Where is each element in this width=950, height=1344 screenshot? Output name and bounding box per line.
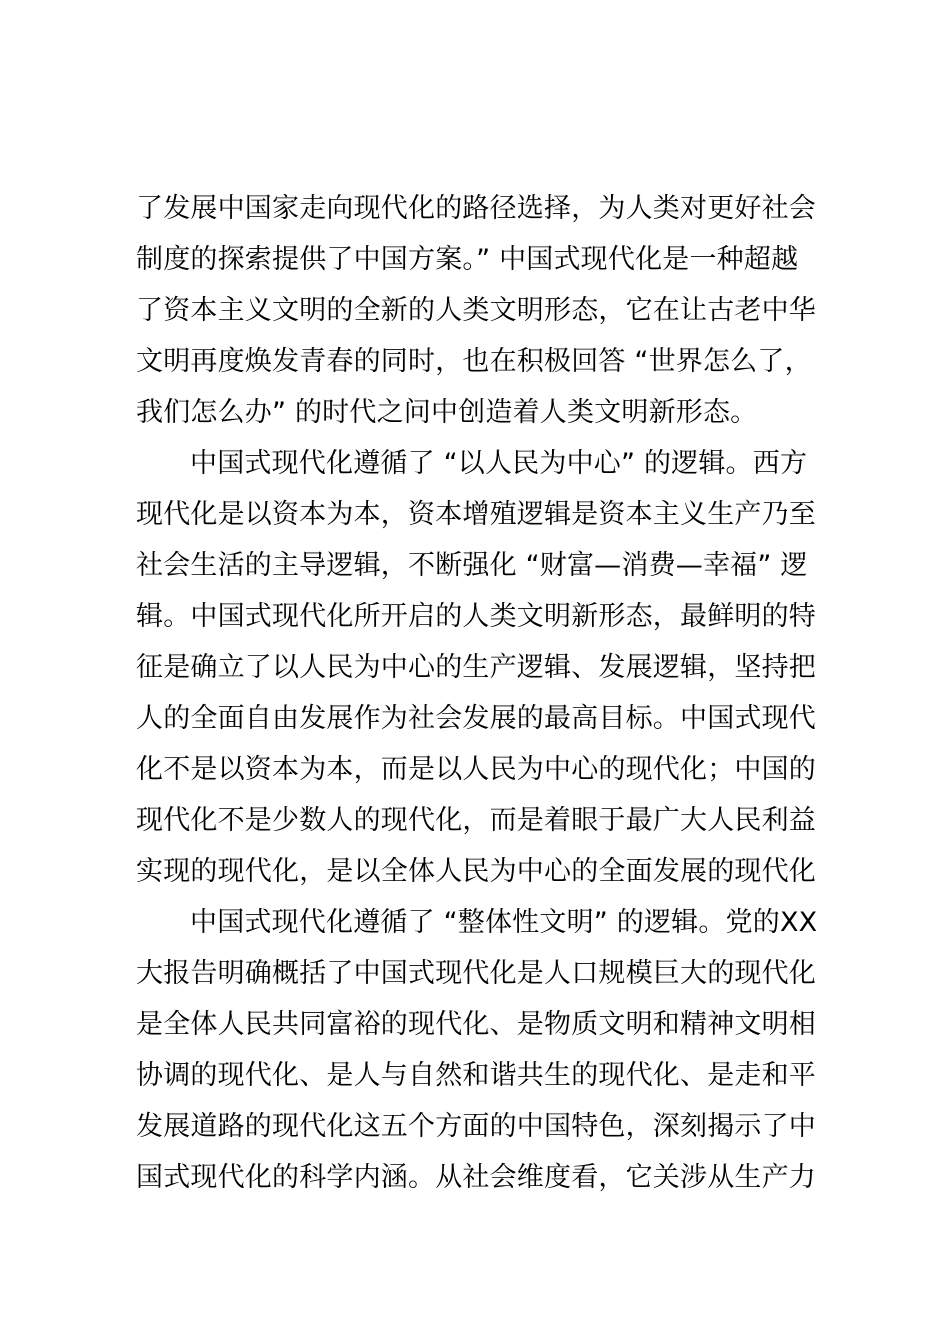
text-line: 是全体人民共同富裕的现代化、是物质文明和精神文明相: [136, 1009, 816, 1040]
text-line: 大报告明确概括了中国式现代化是人口规模巨大的现代化: [136, 958, 816, 989]
paragraph-1: [136, 183, 836, 438]
text-line: 国式现代化的科学内涵。从社会维度看，它关涉从生产力: [136, 1162, 816, 1193]
text-line: 了发展中国家走向现代化的路径选择，为人类对更好社会: [136, 193, 816, 224]
text-line: 中国式现代化遵循了 “以人民为中心” 的逻辑。西方: [190, 448, 808, 479]
paragraph-3: [136, 897, 836, 1203]
text-line: 辑。中国式现代化所开启的人类文明新形态，最鲜明的特: [136, 601, 816, 632]
text-line: 社会生活的主导逻辑，不断强化 “财富—消费—幸福” 逻: [136, 550, 808, 581]
paragraph-2: [136, 438, 836, 897]
text-line: 化不是以资本为本，而是以人民为中心的现代化；中国的: [136, 754, 816, 785]
text-line: 制度的探索提供了中国方案。” 中国式现代化是一种超越: [136, 244, 799, 275]
text-line: 人的全面自由发展作为社会发展的最高目标。中国式现代: [136, 703, 816, 734]
text-line: 征是确立了以人民为中心的生产逻辑、发展逻辑，坚持把: [136, 652, 816, 683]
text-line: 了资本主义文明的全新的人类文明形态，它在让古老中华: [136, 295, 816, 326]
text-line: 协调的现代化、是人与自然和谐共生的现代化、是走和平: [136, 1060, 816, 1091]
text-line: 文明再度焕发青春的同时，也在积极回答 “世界怎么了，: [136, 346, 812, 377]
text-line: 发展道路的现代化这五个方面的中国特色，深刻揭示了中: [136, 1111, 816, 1142]
text-line: 现代化是以资本为本，资本增殖逻辑是资本主义生产乃至: [136, 499, 816, 530]
body-text: [136, 183, 836, 1203]
text-line: 我们怎么办” 的时代之问中创造着人类文明新形态。: [136, 397, 758, 428]
text-line: 现代化不是少数人的现代化，而是着眼于最广大人民利益: [136, 805, 816, 836]
text-line: 实现的现代化，是以全体人民为中心的全面发展的现代化: [136, 856, 816, 887]
text-line: 中国式现代化遵循了 “整体性文明” 的逻辑。党的XX: [190, 907, 818, 938]
